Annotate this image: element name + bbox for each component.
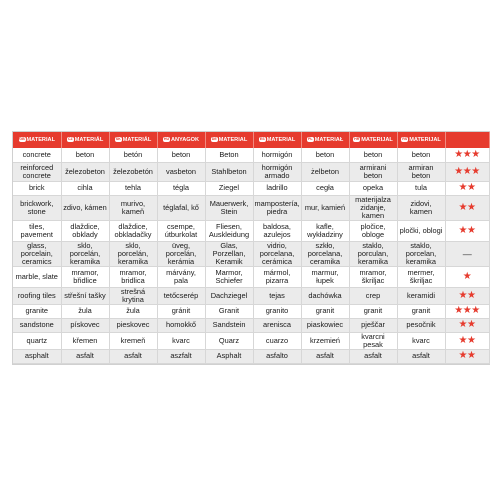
translation-cell: střešní tašky (61, 287, 109, 304)
material-name-cell: marble, slate (13, 266, 61, 287)
translation-cell: granito (253, 304, 301, 318)
translation-cell: pískovec (61, 318, 109, 332)
translation-cell: asfalto (253, 349, 301, 363)
column-header (13, 132, 61, 148)
translation-cell: piaskowiec (301, 318, 349, 332)
material-name-cell: reinforced concrete (13, 162, 61, 181)
material-name-cell: quartz (13, 332, 61, 349)
translation-cell: zdivo, kámen (61, 195, 109, 220)
translation-cell: armirani beton (349, 162, 397, 181)
translation-cell: Quarz (205, 332, 253, 349)
translation-cell: Stahlbeton (205, 162, 253, 181)
material-name-cell: sandstone (13, 318, 61, 332)
material-name-cell: brickwork, stone (13, 195, 61, 220)
rating-stars-icon: ★★ (445, 332, 489, 349)
header-row (13, 132, 489, 148)
translation-cell: granit (301, 304, 349, 318)
translation-cell: pješčar (349, 318, 397, 332)
column-header (301, 132, 349, 148)
column-header-label: ANYAGOK (170, 137, 200, 143)
material-name-cell: brick (13, 181, 61, 195)
translation-cell: materijalza zidanje, kamen (349, 195, 397, 220)
table-row (13, 318, 489, 332)
rating-stars-icon: ★★★ (445, 162, 489, 181)
material-name-cell: granite (13, 304, 61, 318)
translation-cell: sklo, porcelán, keramika (109, 241, 157, 266)
translation-cell: mármol, pizarra (253, 266, 301, 287)
translation-cell: kremeň (109, 332, 157, 349)
translation-cell: asfalt (61, 349, 109, 363)
translation-cell: gránit (157, 304, 205, 318)
translation-cell: Mauerwerk, Stein (205, 195, 253, 220)
table-header (13, 132, 489, 148)
translation-cell: staklo, porculan, keramika (349, 241, 397, 266)
translation-cell: tégla (157, 181, 205, 195)
translation-cell: ladrillo (253, 181, 301, 195)
table-row (13, 332, 489, 349)
column-header (61, 132, 109, 148)
translation-cell: Beton (205, 148, 253, 162)
rating-stars-icon: ★ (445, 266, 489, 287)
translation-cell: beton (349, 148, 397, 162)
table-row (13, 266, 489, 287)
rating-stars-icon: ★★ (445, 220, 489, 241)
translation-cell: üveg, porcelán, kerámia (157, 241, 205, 266)
translation-cell: žula (109, 304, 157, 318)
translation-cell: csempe, útburkolat (157, 220, 205, 241)
translation-cell: Sandstein (205, 318, 253, 332)
translation-cell: Fliesen, Auskleidung (205, 220, 253, 241)
translation-cell: kvarcni pesak (349, 332, 397, 349)
materials-table (13, 132, 490, 364)
column-header (445, 132, 489, 148)
translation-cell: beton (157, 148, 205, 162)
translation-cell: pločice, obloge (349, 220, 397, 241)
column-header-label: MATERIJAL (361, 137, 393, 143)
translation-cell: asfalt (109, 349, 157, 363)
flag-icon: ES (259, 137, 265, 142)
translation-cell: mramor, bridlica (109, 266, 157, 287)
translation-cell: opeka (349, 181, 397, 195)
column-header-label: MATERIAL (266, 137, 296, 143)
translation-cell: pieskovec (109, 318, 157, 332)
material-name-cell: concrete (13, 148, 61, 162)
table-row (13, 287, 489, 304)
translation-cell: beton (397, 148, 445, 162)
translation-cell: asfalt (349, 349, 397, 363)
translation-cell: asfalt (397, 349, 445, 363)
translation-cell: žula (61, 304, 109, 318)
translation-cell: crep (349, 287, 397, 304)
translation-cell: Dachziegel (205, 287, 253, 304)
translation-cell: homokkő (157, 318, 205, 332)
table-row (13, 195, 489, 220)
translation-cell: mramor, břidlice (61, 266, 109, 287)
translation-cell: vasbeton (157, 162, 205, 181)
translation-cell: hormigón armado (253, 162, 301, 181)
material-name-cell: roofing tiles (13, 287, 61, 304)
translation-cell: sklo, porcelán, keramika (61, 241, 109, 266)
rating-stars-icon: ★★ (445, 181, 489, 195)
translation-cell: železobetón (109, 162, 157, 181)
translation-cell: tula (397, 181, 445, 195)
translation-cell: beton (301, 148, 349, 162)
rating-stars-icon: ★★★ (445, 148, 489, 162)
translation-cell: krzemień (301, 332, 349, 349)
translation-cell: mermer, škriljac (397, 266, 445, 287)
table-row (13, 220, 489, 241)
material-name-cell: asphalt (13, 349, 61, 363)
translation-cell: Granit (205, 304, 253, 318)
column-header-label: MATERIÁL (74, 137, 104, 143)
column-header (253, 132, 301, 148)
translation-cell: Glas, Porzellan, Keramik (205, 241, 253, 266)
translation-cell: murivo, kameň (109, 195, 157, 220)
translation-cell: szkło, porcelana, ceramika (301, 241, 349, 266)
translation-cell: granit (397, 304, 445, 318)
translation-cell: arenisca (253, 318, 301, 332)
column-header (397, 132, 445, 148)
translation-cell: mampostería, piedra (253, 195, 301, 220)
table-body (13, 148, 489, 363)
flag-icon: HR (354, 137, 360, 142)
translation-cell: tejas (253, 287, 301, 304)
table-row (13, 304, 489, 318)
translation-cell: staklo, porcelan, keramika (397, 241, 445, 266)
translation-cell: strešná krytina (109, 287, 157, 304)
translation-cell: Marmor, Schiefer (205, 266, 253, 287)
translation-cell: Asphalt (205, 349, 253, 363)
column-header-label: MATERIAŁ (314, 137, 344, 143)
translation-cell: granit (349, 304, 397, 318)
translation-cell: żelbeton (301, 162, 349, 181)
materials-table-container (12, 131, 490, 365)
table-row (13, 241, 489, 266)
table-row (13, 148, 489, 162)
translation-cell: dlaždice, obkladačky (109, 220, 157, 241)
translation-cell: márvány, pala (157, 266, 205, 287)
translation-cell: baldosa, azulejos (253, 220, 301, 241)
column-header (157, 132, 205, 148)
translation-cell: asfalt (301, 349, 349, 363)
rating-stars-icon: ★★ (445, 195, 489, 220)
translation-cell: zidovi, kamen (397, 195, 445, 220)
translation-cell: téglafal, kő (157, 195, 205, 220)
table-row (13, 162, 489, 181)
translation-cell: železobeton (61, 162, 109, 181)
translation-cell: beton (61, 148, 109, 162)
flag-icon: CZ (67, 137, 73, 142)
translation-cell: vidrio, porcelana, cerámica (253, 241, 301, 266)
column-header (205, 132, 253, 148)
flag-icon: GB (19, 137, 25, 142)
column-header (109, 132, 157, 148)
material-name-cell: glass, porcelain, ceramics (13, 241, 61, 266)
translation-cell: cuarzo (253, 332, 301, 349)
flag-icon: PL (307, 137, 313, 142)
translation-cell: marmur, łupek (301, 266, 349, 287)
column-header-label: MATERIAL (218, 137, 248, 143)
translation-cell: kafle, wykładziny (301, 220, 349, 241)
translation-cell: hormigón (253, 148, 301, 162)
table-row (13, 181, 489, 195)
column-header-label: MATERIAL (26, 137, 55, 143)
translation-cell: kvarc (397, 332, 445, 349)
translation-cell: kvarc (157, 332, 205, 349)
flag-icon: DE (211, 137, 217, 142)
flag-icon: RS (402, 137, 408, 142)
translation-cell: betón (109, 148, 157, 162)
rating-stars-icon: ★★ (445, 318, 489, 332)
column-header-label: MATERIÁL (122, 137, 152, 143)
translation-cell: pločki, oblogi (397, 220, 445, 241)
translation-cell: armiran beton (397, 162, 445, 181)
column-header (349, 132, 397, 148)
translation-cell: cihla (61, 181, 109, 195)
column-header-label: MATERIJAL (409, 137, 441, 143)
translation-cell: Ziegel (205, 181, 253, 195)
translation-cell: křemen (61, 332, 109, 349)
rating-stars-icon: ★★ (445, 349, 489, 363)
rating-stars-icon: — (445, 241, 489, 266)
translation-cell: aszfalt (157, 349, 205, 363)
translation-cell: tehla (109, 181, 157, 195)
rating-stars-icon: ★★ (445, 287, 489, 304)
translation-cell: keramidi (397, 287, 445, 304)
translation-cell: cegła (301, 181, 349, 195)
rating-stars-icon: ★★★ (445, 304, 489, 318)
translation-cell: dachówka (301, 287, 349, 304)
translation-cell: dlaždice, obklady (61, 220, 109, 241)
flag-icon: HU (163, 137, 170, 142)
translation-cell: tetőcserép (157, 287, 205, 304)
translation-cell: mur, kamień (301, 195, 349, 220)
flag-icon: SK (115, 137, 121, 142)
translation-cell: pesočnik (397, 318, 445, 332)
table-row (13, 349, 489, 363)
material-name-cell: tiles, pavement (13, 220, 61, 241)
translation-cell: mramor, škriljac (349, 266, 397, 287)
